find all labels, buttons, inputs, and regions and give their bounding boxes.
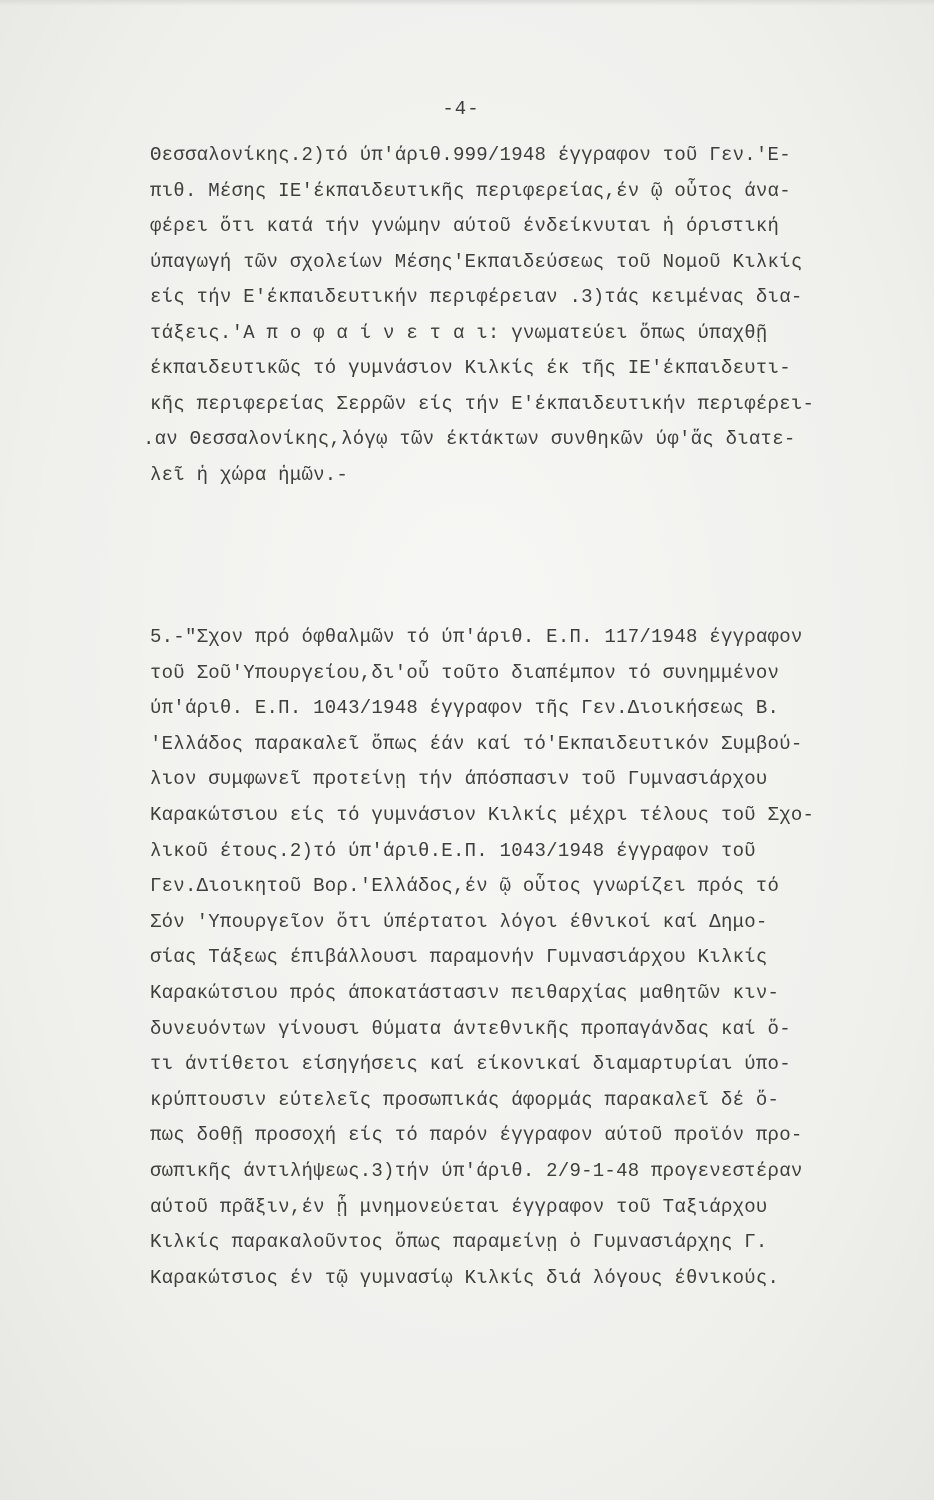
text-line: τοῦ Σοῦ'Υπουργείου,δι'οὗ τοῦτο διαπέμπον τό συνημμένον [150,661,780,684]
text-line: Σόν 'Υπουργεῖον ὅτι ύπέρτατοι λόγοι έθνικοί καί Δημο- [150,910,768,933]
paragraph-1 [143,138,910,493]
text-line: έκπαιδευτικῶς τό γυμνάσιον Κιλκίς έκ τῆς ΙΕ'έκπαιδευτι- [150,357,791,379]
text-line: σωπικῆς άντιλήψεως.3)τήν ύπ'άριθ. 2/9-1-48 προγενεστέραν [150,1159,803,1182]
text-line: λεῖ ἡ χώρα ἡμῶν.- [150,463,349,486]
text-line: Καρακώτσιου είς τό γυμνάσιον Κιλκίς μέχρι τέλους τοῦ Σχο- [150,803,815,826]
text-line: Κιλκίς παρακαλοῦντος ὅπως παραμείνῃ ὁ Γυμνασιάρχης Γ. [150,1231,768,1254]
text-line: Θεσσαλονίκης.2)τό ύπ'άριθ.999/1948 έγγραφον τοῦ Γεν.'Ε- [150,144,791,166]
paragraph-2 [150,620,910,1296]
text-line: τι άντίθετοι είσηγήσεις καί είκονικαί διαμαρτυρίαι ύπο- [150,1053,791,1076]
text-line: Γεν.Διοικητοῦ Βορ.'Ελλάδος,έν ῷ οὗτος γνωρίζει πρός τό [150,875,780,898]
text-line: αύτοῦ πρᾶξιν,έν ᾗ μνημονεύεται έγγραφον τοῦ Ταξιάρχου [150,1195,768,1218]
text-line: .αν Θεσσαλονίκης,λόγῳ τῶν έκτάκτων συνθηκῶν ύφ'ἅς διατε- [143,428,796,450]
text-line: δυνευόντων γίνουσι θύματα άντεθνικῆς προπαγάνδας καί ὅ- [150,1017,791,1040]
text-line: πιθ. Μέσης ΙΕ'έκπαιδευτικῆς περιφερείας,έν ῷ οὗτος άνα- [150,179,791,202]
page-number: -4- [442,98,480,120]
text-line: είς τήν Ε'έκπαιδευτικήν περιφέρειαν .3)τάς κειμένας δια- [150,286,803,308]
text-line: τάξεις.'Α π ο φ α ί ν ε τ α ι: γνωματεύει ὅπως ύπαχθῇ [150,321,768,344]
text-line: 'Ελλάδος παρακαλεῖ ὅπως έάν καί τό'Εκπαιδευτικόν Συμβού- [150,732,803,755]
text-line: σίας Τάξεως έπιβάλλουσι παραμονήν Γυμνασιάρχου Κιλκίς [150,946,768,969]
text-line: φέρει ὅτι κατά τήν γνώμην αύτοῦ ένδείκνυται ἡ όριστική [150,215,780,237]
text-line: κῆς περιφερείας Σερρῶν είς τήν Ε'έκπαιδευτικήν περιφέρει- [150,392,815,415]
text-line: ύπ'άριθ. Ε.Π. 1043/1948 έγγραφον τῆς Γεν.Διοικήσεως Β. [150,697,780,720]
text-line: Καρακώτσιος έν τῷ γυμνασίῳ Κιλκίς διά λόγους έθνικούς. [150,1266,780,1289]
text-line: κρύπτουσιν εύτελεῖς προσωπικάς άφορμάς παρακαλεῖ δέ ὅ- [150,1088,780,1111]
text-line: πως δοθῇ προσοχή είς τό παρόν έγγραφον αύτοῦ προϊόν προ- [150,1124,803,1147]
page-edge-shadow [0,0,934,6]
text-line: λιον συμφωνεῖ προτείνῃ τήν άπόσπασιν τοῦ Γυμνασιάρχου [150,768,768,791]
text-line: ύπαγωγή τῶν σχολείων Μέσης'Εκπαιδεύσεως τοῦ Νομοῦ Κιλκίς [150,250,803,273]
text-line: 5.-"Σχον πρό όφθαλμῶν τό ύπ'άριθ. Ε.Π. 117/1948 έγγραφον [150,626,803,648]
text-line: Καρακώτσιου πρός άποκατάστασιν πειθαρχίας μαθητῶν κιν- [150,981,780,1004]
text-line: λικοῦ έτους.2)τό ύπ'άριθ.Ε.Π. 1043/1948 έγγραφον τοῦ [150,839,756,862]
